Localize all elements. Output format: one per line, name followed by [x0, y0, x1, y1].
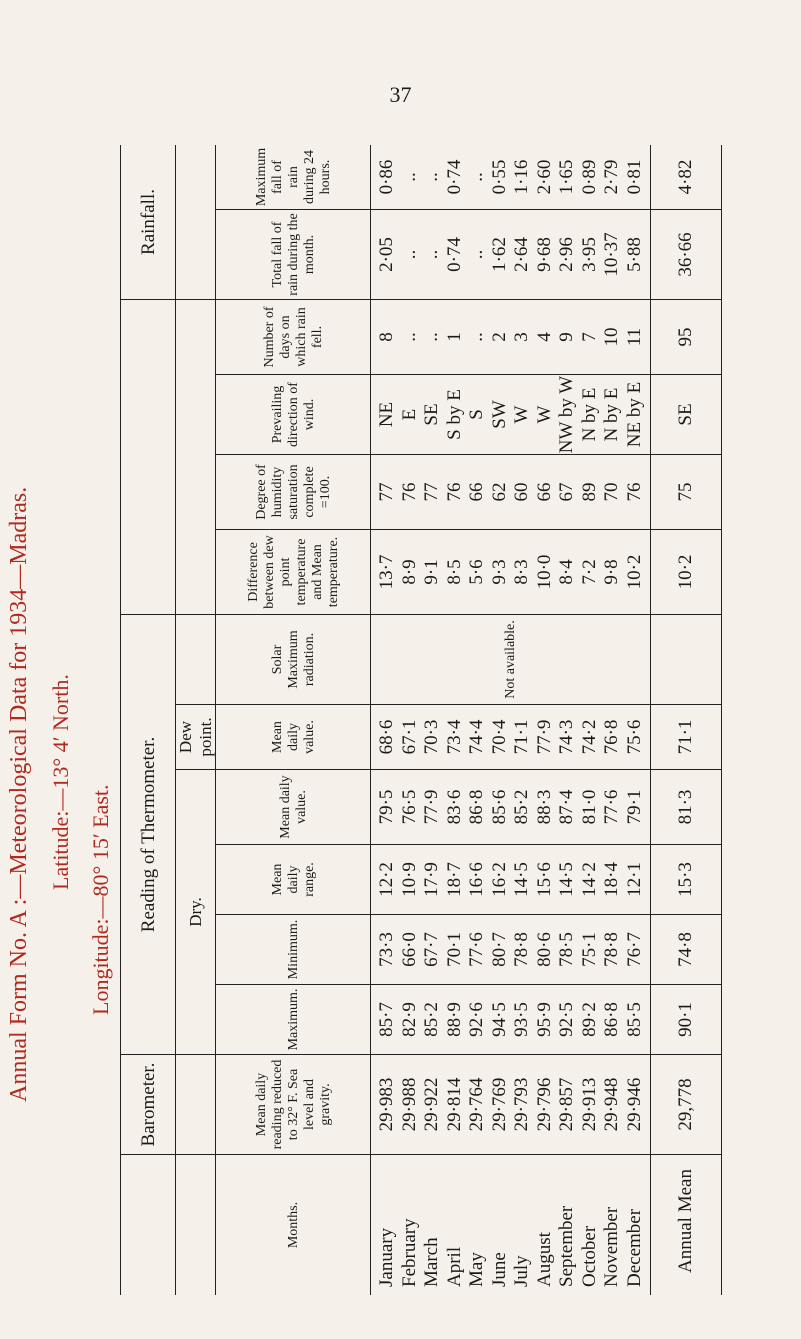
- table-cell: 14·5: [556, 862, 578, 897]
- table-cell: 9·3: [488, 559, 510, 585]
- table-cell: 73·3: [376, 932, 397, 967]
- table-cell: 85·6: [488, 789, 510, 825]
- table-cell: 29·913: [578, 1077, 600, 1132]
- table-cell: 77·6: [601, 789, 623, 825]
- header-column-row: [215, 145, 371, 1295]
- values-wind: [371, 375, 651, 454]
- table-cell: 2·60: [533, 159, 555, 195]
- table-cell: 70·4: [488, 719, 510, 755]
- table-cell: 67: [556, 482, 578, 502]
- barometer-spacer: [176, 1055, 216, 1155]
- table-cell: 29·769: [488, 1077, 510, 1132]
- table-cell: 93·5: [511, 1002, 533, 1037]
- values-humidity: [371, 455, 651, 529]
- table-cell: NE by E: [623, 381, 645, 448]
- table-cell: 9·68: [533, 237, 555, 272]
- table-cell: 60: [511, 482, 533, 502]
- table-cell: 79·1: [623, 789, 645, 825]
- table-cell: 81·0: [578, 789, 600, 825]
- annual-mean-daily-range: 15·3: [651, 845, 721, 915]
- table-cell: 76·8: [601, 719, 623, 755]
- table-cell: 78·8: [601, 932, 623, 967]
- table-cell: 85·7: [376, 1002, 397, 1037]
- table-cell: 12·2: [376, 862, 397, 897]
- table-cell: 78·5: [556, 932, 578, 967]
- table-cell: 77·9: [421, 789, 443, 825]
- table-cell: 77·6: [466, 932, 488, 967]
- month-label: December: [623, 1208, 645, 1287]
- table-cell: 70·3: [421, 719, 443, 755]
- table-cell: NE: [376, 401, 397, 428]
- table-cell: 10·0: [533, 554, 555, 590]
- table-cell: 7: [578, 332, 600, 342]
- table-cell: 86·8: [601, 1002, 623, 1037]
- column-mean-daily-value: [371, 770, 651, 845]
- table-cell: 8·4: [556, 559, 578, 585]
- table-cell: N by E: [601, 387, 623, 442]
- table-cell: 0·74: [443, 159, 465, 195]
- header-max-rain: Maximum fall of rain during 24 hours.: [216, 145, 371, 210]
- table-cell: 17·9: [421, 862, 443, 897]
- table-cell: 2·05: [376, 237, 397, 272]
- table-cell: 89: [578, 482, 600, 502]
- table-cell: ..: [466, 332, 488, 342]
- table-cell: 10·9: [398, 862, 420, 897]
- solar-not-available: Not available.: [503, 620, 518, 699]
- table-cell: 18·4: [601, 862, 623, 897]
- table-cell: 0·81: [623, 159, 645, 195]
- table-cell: 78·8: [511, 932, 533, 967]
- header-group-row: [120, 145, 176, 1295]
- table-cell: 82·9: [398, 1002, 420, 1037]
- table-cell: S: [466, 409, 488, 420]
- annual-mean-label: Annual Mean: [675, 1169, 696, 1273]
- annual-barometer: 29,778: [651, 1055, 721, 1155]
- header-solar: Solar Maximum radiation.: [216, 615, 371, 705]
- table-cell: 5·6: [466, 559, 488, 585]
- table-cell: 74·4: [466, 719, 488, 755]
- header-barometer: Mean daily reading reduced to 32° F. Sea level and gravity.: [216, 1055, 371, 1155]
- month-label: September: [556, 1205, 578, 1287]
- values-months: [371, 1155, 651, 1295]
- annual-total-rain: 36·66: [651, 210, 721, 300]
- thermometer-group-header: Reading of Thermometer.: [121, 615, 176, 1055]
- header-minimum: Minimum.: [216, 915, 371, 985]
- table-cell: 5·88: [623, 237, 645, 272]
- table-cell: 3: [511, 332, 533, 342]
- table-cell: 66: [533, 482, 555, 502]
- table-cell: ..: [466, 249, 488, 260]
- table-cell: 29·922: [421, 1077, 443, 1132]
- month-label: April: [443, 1246, 465, 1287]
- table-cell: 12·1: [623, 862, 645, 897]
- table-cell: 83·6: [443, 789, 465, 825]
- misc-spacer: [121, 300, 176, 615]
- table-cell: 0·86: [376, 159, 397, 195]
- table-cell: 76: [398, 482, 420, 502]
- column-wind: [371, 375, 651, 455]
- annual-wind: SE: [651, 375, 721, 455]
- table-cell: 88·3: [533, 789, 555, 825]
- header-maximum: Maximum.: [216, 985, 371, 1055]
- table-cell: 70: [601, 482, 623, 502]
- table-cell: 77: [376, 482, 397, 502]
- table-cell: 29·814: [443, 1077, 465, 1132]
- header-humidity: Degree of humidity saturation complete =100.: [216, 455, 371, 530]
- barometer-group-header: Barometer.: [121, 1055, 176, 1155]
- table-cell: 8·5: [443, 559, 465, 585]
- table-cell: 29·983: [376, 1077, 397, 1132]
- table-cell: W: [533, 405, 555, 424]
- values-mean-daily-range: [371, 845, 651, 914]
- table-cell: 15·6: [533, 862, 555, 897]
- annual-humidity: 75: [651, 455, 721, 530]
- table-cell: 76·7: [623, 932, 645, 967]
- rainfall-group-header: Rainfall.: [121, 145, 176, 300]
- table-cell: 0·74: [443, 237, 465, 272]
- month-label: October: [578, 1225, 600, 1287]
- table-cell: ..: [398, 249, 420, 260]
- table-cell: SW: [488, 400, 510, 429]
- header-mean-daily-value: Mean daily value.: [216, 770, 371, 845]
- table-cell: 71·1: [511, 719, 533, 755]
- table-cell: E: [398, 408, 420, 421]
- table-cell: N by E: [578, 387, 600, 442]
- table-cell: 76·5: [398, 789, 420, 825]
- annual-max-rain: 4·82: [651, 145, 721, 210]
- table-cell: 66·0: [398, 932, 420, 967]
- column-humidity: [371, 455, 651, 530]
- month-label: February: [398, 1218, 420, 1287]
- table-cell: SE: [421, 403, 443, 426]
- table-cell: 94·5: [488, 1002, 510, 1037]
- table-cell: 86·8: [466, 789, 488, 825]
- table-cell: 3·95: [578, 237, 600, 272]
- month-label: May: [466, 1252, 488, 1287]
- table-cell: 2·79: [601, 159, 623, 195]
- table-cell: 67·7: [421, 932, 443, 967]
- month-label: January: [376, 1227, 397, 1287]
- table-cell: 67·1: [398, 719, 420, 755]
- column-barometer: [371, 1055, 651, 1155]
- column-mean-daily-range: [371, 845, 651, 915]
- table-cell: 18·7: [443, 862, 465, 897]
- latitude-caption: Latitude:—13° 4′ North.: [48, 674, 73, 890]
- table-cell: 29·793: [511, 1077, 533, 1132]
- column-difference: [371, 530, 651, 615]
- column-maximum: [371, 985, 651, 1055]
- table-cell: 1: [443, 332, 465, 342]
- table-cell: 14·5: [511, 862, 533, 897]
- annual-mean-daily-value: 81·3: [651, 770, 721, 845]
- table-cell: 29·796: [533, 1077, 555, 1132]
- table-cell: 92·6: [466, 1002, 488, 1037]
- values-minimum: [371, 915, 651, 984]
- table-cell: 85·5: [623, 1002, 645, 1037]
- table-cell: 77: [421, 482, 443, 502]
- column-dew-mean-daily-value: [371, 705, 651, 770]
- header-months: Months.: [285, 1201, 301, 1249]
- header-difference: Difference between dew point temperature and Mean temperature.: [216, 530, 371, 615]
- table-cell: 29·988: [398, 1077, 420, 1132]
- table-cell: 68·6: [376, 719, 397, 755]
- table-cell: 2·96: [556, 237, 578, 272]
- table-cell: ..: [398, 332, 420, 342]
- table-cell: 4: [533, 332, 555, 342]
- header-dew-mean-daily-value: Mean daily value.: [216, 705, 371, 770]
- table-cell: 70·1: [443, 932, 465, 967]
- table-cell: 89·2: [578, 1002, 600, 1037]
- table-cell: 29·764: [466, 1077, 488, 1132]
- table-cell: 14·2: [578, 862, 600, 897]
- values-mean-daily-value: [371, 770, 651, 844]
- annual-maximum: 90·1: [651, 985, 721, 1055]
- table-cell: 2: [488, 332, 510, 342]
- month-label: June: [488, 1252, 510, 1287]
- table-cell: 76: [443, 482, 465, 502]
- column-months: [371, 1155, 651, 1295]
- table-cell: 10·37: [601, 232, 623, 277]
- table-cell: 0·89: [578, 159, 600, 195]
- values-difference: [371, 530, 651, 614]
- misc-spacer: [176, 300, 216, 615]
- table-cell: 74·3: [556, 719, 578, 755]
- table-cell: 13·7: [376, 554, 397, 590]
- solar-spacer: [176, 615, 216, 705]
- table-cell: 1·62: [488, 237, 510, 272]
- column-solar: [371, 615, 651, 705]
- table-cell: 0·55: [488, 159, 510, 195]
- meteorological-table: [120, 145, 720, 1295]
- longitude-caption: Longitude:—80° 15′ East.: [88, 784, 113, 1015]
- table-cell: 73·4: [443, 719, 465, 755]
- column-minimum: [371, 915, 651, 985]
- column-total-rain: [371, 210, 651, 300]
- table-cell: 74·2: [578, 719, 600, 755]
- table-cell: 80·6: [533, 932, 555, 967]
- table-cell: 1·65: [556, 159, 578, 195]
- table-cell: 88·9: [443, 1002, 465, 1037]
- annual-difference: 10·2: [651, 530, 721, 615]
- table-cell: 85·2: [511, 789, 533, 825]
- table-cell: 62: [488, 482, 510, 502]
- table-cell: 9: [556, 332, 578, 342]
- table-cell: ..: [421, 249, 443, 260]
- table-cell: 77·9: [533, 719, 555, 755]
- table-cell: 76: [623, 482, 645, 502]
- table-cell: 8·3: [511, 559, 533, 585]
- table-cell: 29·946: [623, 1077, 645, 1132]
- table-cell: 10·2: [623, 554, 645, 590]
- table-cell: 8·9: [398, 559, 420, 585]
- table-cell: 29·948: [601, 1077, 623, 1132]
- table-cell: 87·4: [556, 789, 578, 825]
- table-cell: 1·16: [511, 159, 533, 195]
- header-rain-days: Number of days on which rain fell.: [216, 300, 371, 375]
- table-cell: ..: [421, 172, 443, 182]
- header-subgroup-row: [175, 145, 216, 1295]
- table-cell: 9·1: [421, 559, 443, 585]
- table-cell: 95·9: [533, 1002, 555, 1037]
- values-total-rain: [371, 210, 651, 299]
- values-maximum: [371, 985, 651, 1054]
- table-cell: 92·5: [556, 1002, 578, 1037]
- annual-solar: [651, 615, 721, 705]
- table-cell: 16·2: [488, 862, 510, 897]
- months-spacer: [176, 1155, 216, 1295]
- header-total-rain: Total fall of rain during the month.: [216, 210, 371, 300]
- table-cell: 7·2: [578, 559, 600, 585]
- table-cell: 75·6: [623, 719, 645, 755]
- table-cell: 29·857: [556, 1077, 578, 1132]
- month-label: November: [601, 1206, 623, 1287]
- form-title: Annual Form No. A :—Meteorological Data for 1934—Madras.: [6, 486, 32, 1102]
- values-barometer: [371, 1055, 651, 1154]
- table-cell: 75·1: [578, 932, 600, 967]
- annual-row: [650, 145, 722, 1295]
- table-cell: 8: [376, 332, 397, 342]
- months-spacer: [121, 1155, 176, 1295]
- dew-point-group-header: Dew point.: [176, 705, 216, 770]
- rain-spacer: [176, 145, 216, 300]
- table-cell: 66: [466, 482, 488, 502]
- month-label: August: [533, 1232, 555, 1287]
- values-rain-days: [371, 300, 651, 374]
- table-cell: 85·2: [421, 1002, 443, 1037]
- table-cell: 10: [601, 327, 623, 347]
- table-cell: 16·6: [466, 862, 488, 897]
- page-number: 37: [389, 82, 412, 107]
- table-cell: S by E: [443, 389, 465, 440]
- table-cell: ..: [421, 332, 443, 342]
- header-wind: Prevailing direction of wind.: [216, 375, 371, 455]
- table-cell: 79·5: [376, 789, 397, 825]
- annual-dew-mean-daily-value: 71·1: [651, 705, 721, 770]
- table-cell: NW by W: [556, 375, 578, 454]
- table-cell: W: [511, 405, 533, 424]
- table-cell: ..: [398, 172, 420, 182]
- column-max-rain: [371, 145, 651, 210]
- table-cell: ..: [466, 172, 488, 182]
- annual-rain-days: 95: [651, 300, 721, 375]
- month-label: July: [511, 1255, 533, 1287]
- header-mean-daily-range: Mean daily range.: [216, 845, 371, 915]
- values-max-rain: [371, 145, 651, 209]
- dry-group-header: Dry.: [176, 770, 216, 1055]
- data-row: [370, 145, 651, 1295]
- table-cell: 2·64: [511, 237, 533, 272]
- column-rain-days: [371, 300, 651, 375]
- values-dew-mean-daily-value: [371, 705, 651, 769]
- month-label: March: [421, 1237, 443, 1287]
- table-cell: 80·7: [488, 932, 510, 967]
- table-cell: 11: [623, 327, 645, 347]
- table-cell: 9·8: [601, 559, 623, 585]
- annual-minimum: 74·8: [651, 915, 721, 985]
